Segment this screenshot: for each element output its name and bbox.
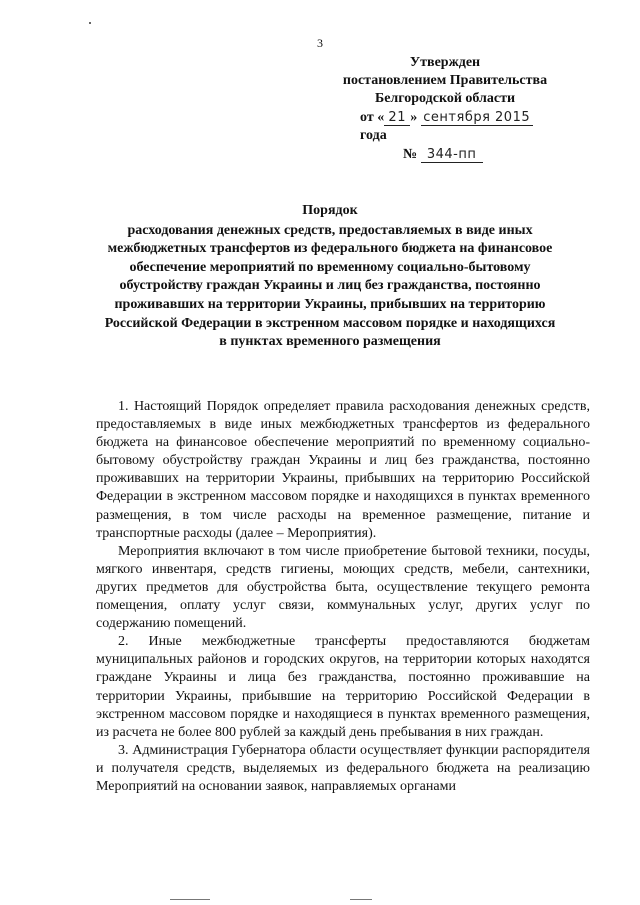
approval-block xyxy=(330,54,560,164)
approval-date xyxy=(330,109,560,145)
paragraph-2: Мероприятия включают в том числе приобретение бытовой техники, посуды, мягкого инвентаря, средств гигиены, моющих средств, мебели, сантехники, других предметов для обустройства быта, осуществление текущего ремонта помещения, оплату услуг связи, коммунальных услуг, других услуг по содержанию помещений. xyxy=(96,543,590,632)
approval-line-3: Белгородской области xyxy=(374,91,516,106)
date-mid: » xyxy=(410,110,418,125)
approval-number xyxy=(330,146,560,164)
scan-mark xyxy=(89,22,91,24)
date-suffix: года xyxy=(360,128,387,143)
date-month-year: сентября 2015 xyxy=(421,110,533,126)
date-day: 21 xyxy=(384,110,410,126)
title-heading: Порядок xyxy=(302,203,358,218)
number-value: 344-пп xyxy=(421,147,483,163)
page-number: 3 xyxy=(317,36,323,50)
scan-edge-marks xyxy=(0,895,640,905)
paragraph-1: 1. Настоящий Порядок определяет правила расходования денежных средств, предоставляемых в виде иных межбюджетных трансфертов из федерального бюджета на финансовое обеспечение мероприятий по временному социально-бытовому обустройству граждан Украины и лиц без гражданства, постоянно проживавших на территории Украины, прибывших на территорию Российской Федерации в экстренном массовом порядке и находящихся в пунктах временного размещения, в том числе расходы на временное размещение, питание и транспортные расходы (далее – Мероприятия). xyxy=(96,399,590,541)
title-text: расходования денежных средств, предоставляемых в виде иных межбюджетных трансфертов из федерального бюджета на финансовое обеспечение мероприятий по временному социально-бытовому обустройству граждан Украины и лиц без гражданства, постоянно проживавших на территории Украины, прибывших на территорию Российской Федерации в экстренном массовом порядке и находящихся в пунктах временного размещения xyxy=(104,222,556,350)
paragraph-4: 3. Администрация Губернатора области осуществляет функции распорядителя и получателя средств, выделяемых из федерального бюджета на реализацию Мероприятий на основании заявок, направляемых органами xyxy=(96,742,590,794)
date-prefix: от « xyxy=(360,110,385,125)
paragraph-3: 2. Иные межбюджетные трансферты предоставляются бюджетам муниципальных районов и городских округов, на территории которых находятся граждане Украины и лица без гражданства, постоянно проживавшие на территории Украины, прибывшие на территорию Российской Федерации в экстренном массовом порядке и находящиеся в пунктах временного размещения, из расчета не более 800 рублей за каждый день пребывания в них граждан. xyxy=(96,634,590,740)
document-body xyxy=(96,398,590,796)
number-prefix: № xyxy=(403,147,418,162)
approval-line-1: Утвержден xyxy=(409,55,481,70)
document-title xyxy=(100,202,560,352)
approval-line-2: постановлением Правительства xyxy=(342,73,548,88)
